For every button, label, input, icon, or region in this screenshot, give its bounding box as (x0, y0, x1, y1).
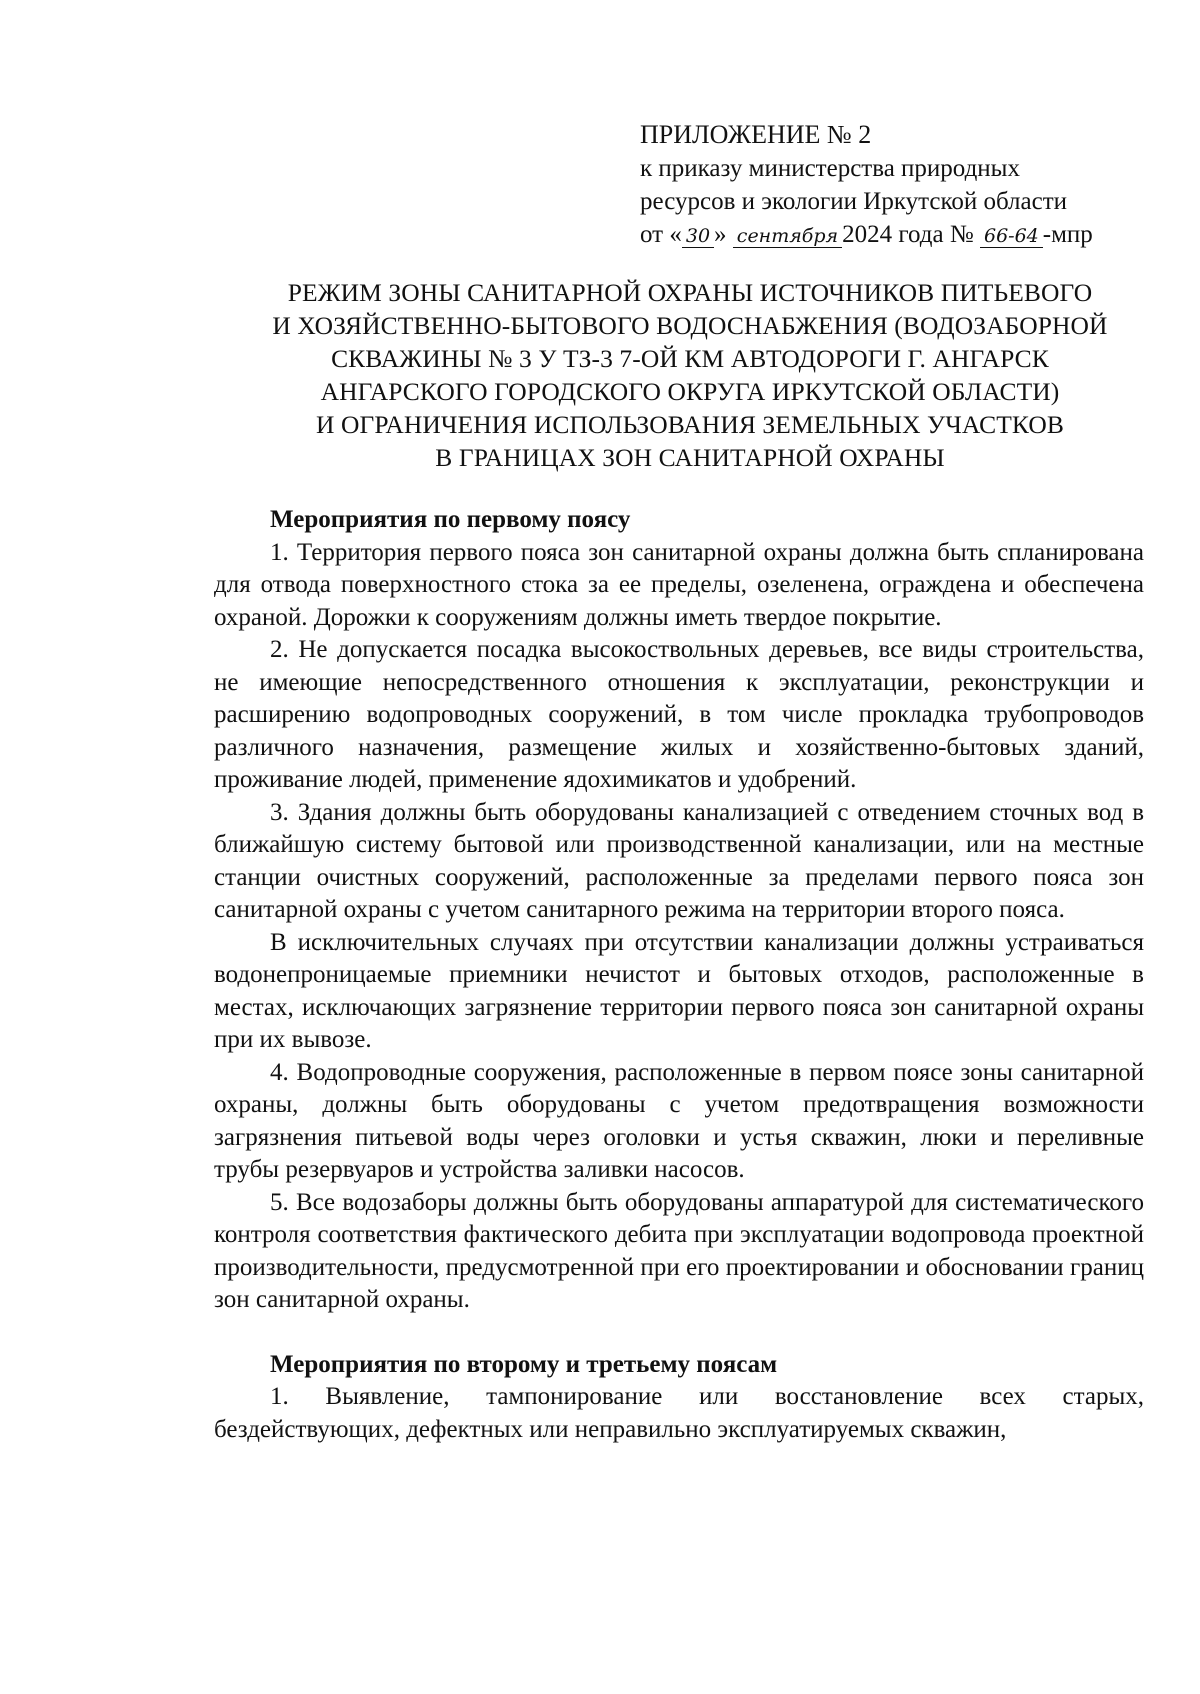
date-prefix: от « (640, 221, 682, 248)
year-text: 2024 года № (842, 221, 974, 248)
handwritten-day: 30 (682, 225, 714, 248)
title-line: АНГАРСКОГО ГОРОДСКОГО ОКРУГА ИРКУТСКОЙ ОБЛАСТИ) (320, 377, 1060, 406)
document-title (210, 276, 1170, 474)
paragraph: В исключительных случаях при отсутствии канализации должны устраиваться водонепроницаемые приемники нечистот и бытовых отходов, расположенные в местах, исключающих загрязнение территории первого пояса зон санитарной охраны при их вывозе. (214, 928, 1144, 1053)
title-line: СКВАЖИНЫ № 3 У ТЗ-3 7-ОЙ КМ АВТОДОРОГИ Г. АНГАРСК (331, 344, 1049, 373)
appendix-block (640, 118, 1160, 253)
paragraph: 1. Территория первого пояса зон санитарной охраны должна быть спланирована для отвода поверхностного стока за ее пределы, озеленена, ограждена и обеспечена охраной. Дорожки к сооружениям должны иметь твердое покрытие. (214, 538, 1144, 631)
section-1-heading: Мероприятия по первому поясу (270, 506, 631, 533)
appendix-date-line (640, 218, 1160, 253)
paragraph: 2. Не допускается посадка высокоствольных деревьев, все виды строительства, не имеющие непосредственного отношения к эксплуатации, реконструкции и расширению водопроводных сооружений, в том числе прокладка трубопроводов различного назначения, размещение жилых и хозяйственно-бытовых зданий, проживание людей, применение ядохимикатов и удобрений. (214, 636, 1144, 793)
appendix-line-2: ресурсов и экологии Иркутской области (640, 188, 1068, 215)
section-2-heading: Мероприятия по второму и третьему поясам (270, 1350, 778, 1378)
handwritten-number: 66-64 (980, 225, 1043, 248)
date-mid: » (714, 221, 727, 248)
paragraph: 4. Водопроводные сооружения, расположенные в первом поясе зоны санитарной охраны, должны быть оборудованы с учетом предотвращения возможности загрязнения питьевой воды через оголовки и устья скважин, люки и переливные трубы резервуаров и устройства заливки насосов. (214, 1058, 1144, 1183)
number-suffix: -мпр (1042, 221, 1093, 248)
paragraph: 3. Здания должны быть оборудованы канализацией с отведением сточных вод в ближайшую систему бытовой или производственной канализации, или на местные станции очистных сооружений, расположенные за пределами первого пояса зон санитарной охраны с учетом санитарного режима на территории второго пояса. (214, 798, 1144, 923)
paragraph: 5. Все водозаборы должны быть оборудованы аппаратурой для систематического контроля соответствия фактического дебита при эксплуатации водопровода проектной производительности, предусмотренной при его проектировании и обосновании границ зон санитарной охраны. (214, 1188, 1144, 1313)
title-line: И ХОЗЯЙСТВЕННО-БЫТОВОГО ВОДОСНАБЖЕНИЯ (ВОДОЗАБОРНОЙ (272, 311, 1108, 340)
appendix-heading: ПРИЛОЖЕНИЕ № 2 (640, 120, 872, 149)
title-line: В ГРАНИЦАХ ЗОН САНИТАРНОЙ ОХРАНЫ (435, 443, 945, 472)
paragraph: 1. Выявление, тампонирование или восстановление всех старых, бездействующих, дефектных или неправильно эксплуатируемых скважин, (214, 1383, 1144, 1443)
appendix-line-1: к приказу министерства природных (640, 155, 1020, 182)
handwritten-month: сентября (733, 225, 842, 248)
title-line: РЕЖИМ ЗОНЫ САНИТАРНОЙ ОХРАНЫ ИСТОЧНИКОВ ПИТЬЕВОГО (287, 278, 1093, 307)
document-body (214, 504, 1144, 1446)
title-line: И ОГРАНИЧЕНИЯ ИСПОЛЬЗОВАНИЯ ЗЕМЕЛЬНЫХ УЧАСТКОВ (315, 410, 1065, 439)
